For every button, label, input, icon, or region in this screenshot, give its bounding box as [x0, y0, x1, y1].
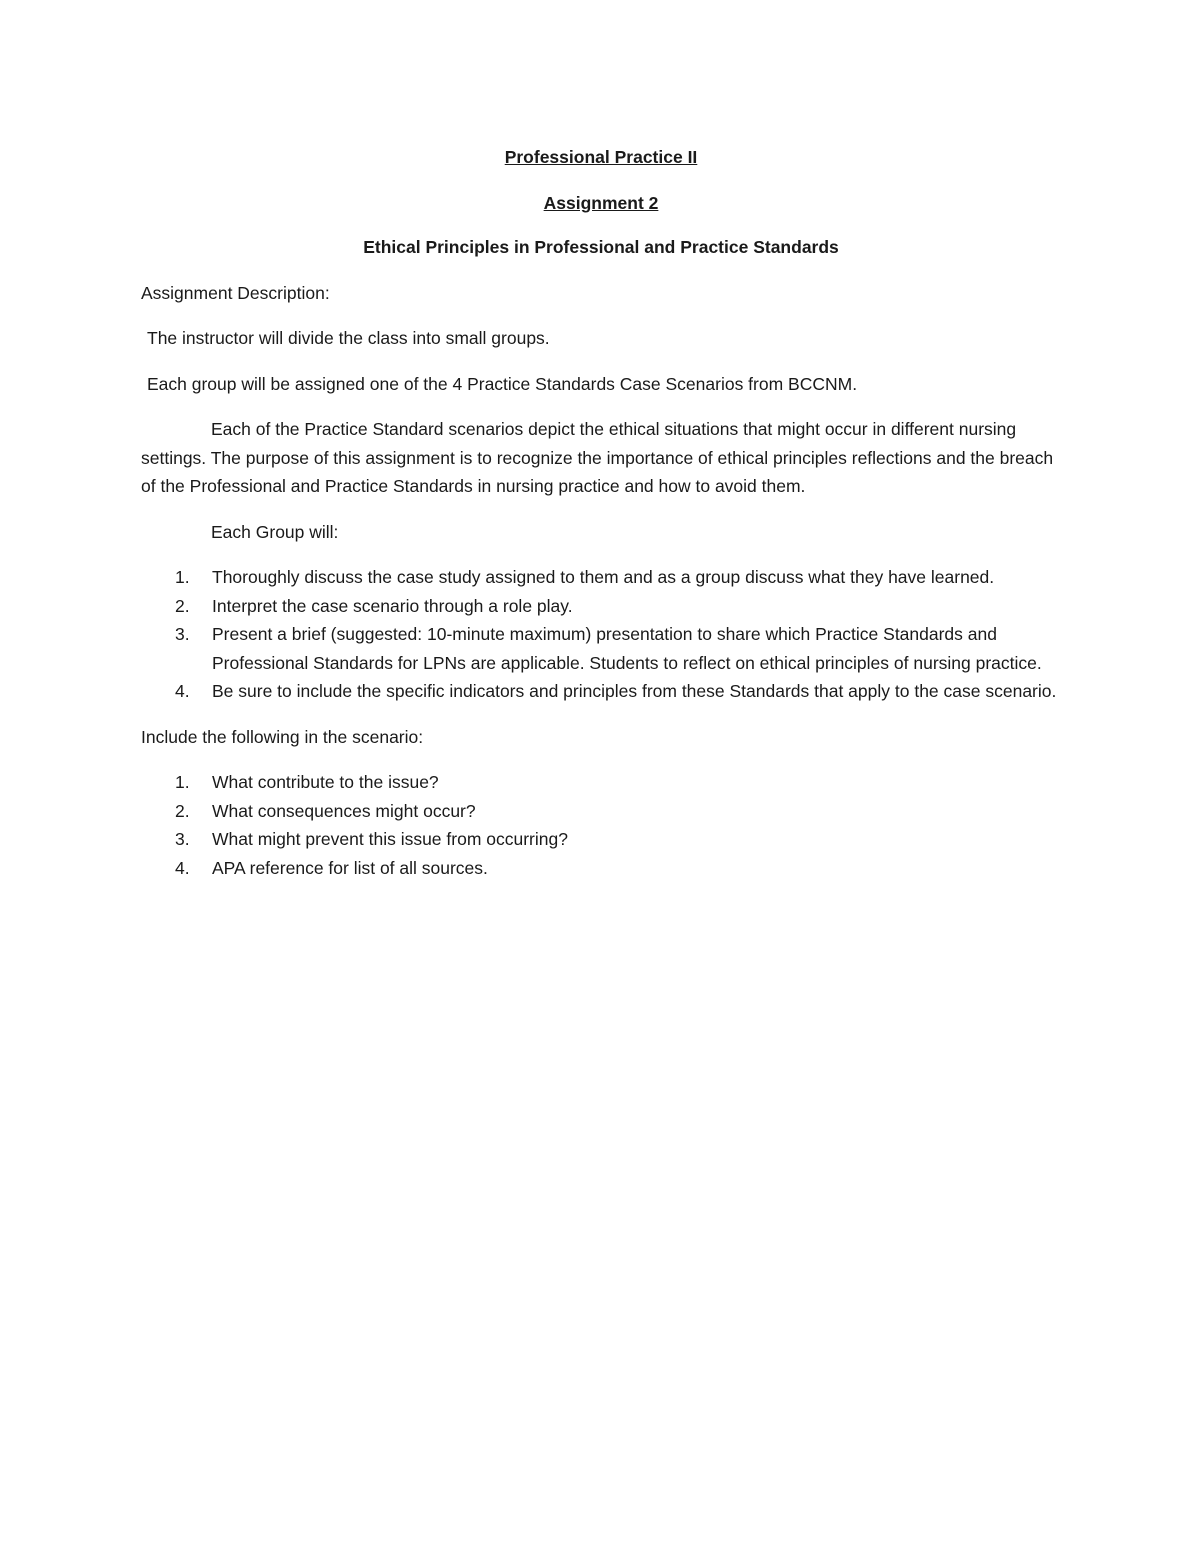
list-item: [141, 768, 1061, 797]
document-subtitle: Ethical Principles in Professional and Practice Standards: [363, 237, 839, 257]
document-body: [141, 143, 1061, 882]
purpose-paragraph: Each of the Practice Standard scenarios depict the ethical situations that might occur in different nursing settings. The purpose of this assignment is to recognize the importance of ethical principles reflections and the breach of the Professional and Practice Standards in nursing practice and how to avoid them.: [141, 419, 1054, 496]
list-number: 4.: [175, 681, 190, 701]
intro-line-2: Each group will be assigned one of the 4 Practice Standards Case Scenarios from BCCNM.: [147, 373, 858, 394]
list-item: [141, 797, 1061, 826]
list-item: [141, 825, 1061, 854]
list-number: 2.: [175, 800, 190, 821]
list-item-text: APA reference for list of all sources.: [212, 857, 488, 878]
document-title: Professional Practice II: [504, 147, 698, 167]
list-number: 4.: [175, 857, 190, 878]
group-task-list: [141, 563, 1061, 706]
list-item-text: Thoroughly discuss the case study assigned to them and as a group discuss what they have learned.: [212, 567, 995, 587]
list-number: 3.: [175, 624, 190, 644]
list-item: [141, 854, 1061, 883]
group-heading: Each Group will:: [211, 521, 339, 542]
assignment-number: Assignment 2: [543, 192, 659, 213]
list-item: [141, 592, 1061, 621]
list-item-text: Present a brief (suggested: 10-minute maximum) presentation to share which Practice Standards and Professional Standards for LPNs are applicable. Students to reflect on ethical principles of nursing practice.: [212, 624, 1042, 673]
list-item-text: Interpret the case scenario through a role play.: [212, 595, 573, 616]
list-number: 1.: [175, 772, 190, 792]
list-item: [141, 620, 1061, 677]
include-heading: Include the following in the scenario:: [141, 726, 424, 747]
list-item: [141, 563, 1061, 592]
include-list: [141, 768, 1061, 882]
list-item: [141, 677, 1061, 706]
list-item-text: Be sure to include the specific indicators and principles from these Standards that apply to the case scenario.: [212, 681, 1057, 701]
list-item-text: What might prevent this issue from occurring?: [212, 829, 568, 849]
list-number: 1.: [175, 567, 190, 587]
list-number: 3.: [175, 829, 190, 849]
intro-line-1: The instructor will divide the class into small groups.: [147, 328, 550, 348]
list-item-text: What contribute to the issue?: [212, 772, 439, 792]
list-item-text: What consequences might occur?: [212, 800, 476, 821]
list-number: 2.: [175, 595, 190, 616]
description-heading: Assignment Description:: [141, 282, 330, 303]
